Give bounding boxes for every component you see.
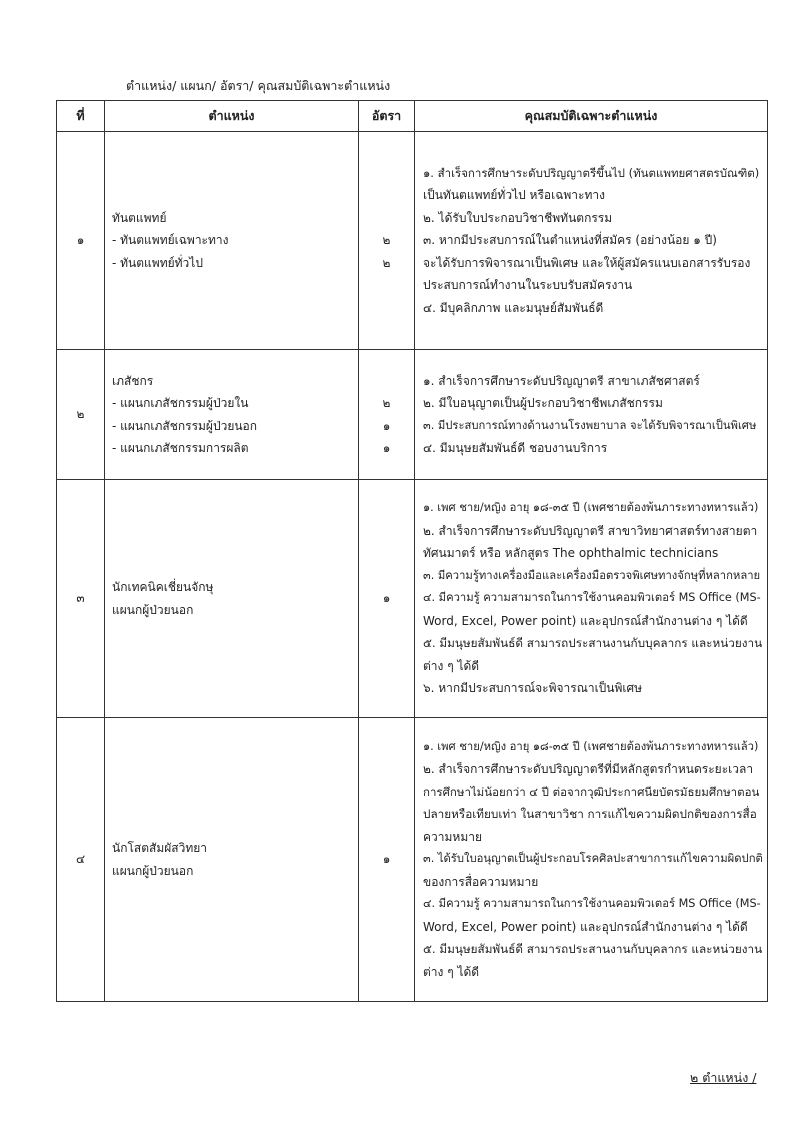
header-no: ที่: [57, 101, 105, 132]
qualification-line: ๓. มีความรู้ทางเครื่องมือและเครื่องมือตรวจพิเศษทางจักษุที่หลากหลาย: [423, 568, 761, 582]
qualification-line: ๓. มีประสบการณ์ทางด้านงานโรงพยาบาล จะได้รับพิจารณาเป็นพิเศษ: [423, 418, 757, 432]
rate-line: ๒: [382, 396, 391, 410]
qualification-line: การศึกษาไม่น้อยกว่า ๔ ปี ต่อจากวุฒิประกาศนียบัตรมัธยมศึกษาตอน: [423, 784, 760, 799]
rate-line: ๑: [382, 591, 391, 606]
position-cell: [105, 718, 359, 1002]
position-line: - ทันตแพทย์เฉพาะทาง: [112, 233, 229, 248]
table-row: [57, 350, 768, 480]
position-line: นักเทคนิคเชี่ยนจักษุ: [112, 580, 214, 594]
qualification-line: ๑. สำเร็จการศึกษาระดับปริญญาตรี สาขาเภสัชศาสตร์: [423, 373, 700, 388]
rate-line: ๒: [382, 255, 391, 270]
qualification-line: ๑. เพศ ชาย/หญิง อายุ ๑๘-๓๕ ปี (เพศชายต้องพ้นภาระทางทหารแล้ว): [423, 739, 759, 753]
row-number: ๓: [57, 480, 105, 718]
qualification-line: ของการสื่อความหมาย: [423, 874, 539, 889]
qualification-line: ต่าง ๆ ได้ดี: [423, 658, 480, 673]
table-header-row: [57, 101, 768, 132]
qualification-line: เป็นทันตแพทย์ทั่วไป หรือเฉพาะทาง: [423, 188, 605, 203]
rate-line: ๑: [382, 441, 391, 455]
page-heading: ตำแหน่ง/ แผนก/ อัตรา/ คุณสมบัติเฉพาะตำแหน่ง: [126, 78, 391, 93]
position-line: แผนกผู้ป่วยนอก: [112, 863, 194, 878]
position-line: - ทันตแพทย์ทั่วไป: [112, 255, 203, 270]
position-line: - แผนกเภสัชกรรมผู้ป่วยนอก: [112, 418, 258, 433]
qualification-line: ๑. เพศ ชาย/หญิง อายุ ๑๘-๓๕ ปี (เพศชายต้องพ้นภาระทางทหารแล้ว): [423, 501, 759, 515]
qualification-line: ประสบการณ์ทำงานในระบบรับสมัครงาน: [423, 278, 633, 293]
rate-cell: [359, 480, 415, 718]
qualification-line: ๒. สำเร็จการศึกษาระดับปริญญาตรี สาขาวิทยาศาสตร์ทางสายตา: [423, 523, 758, 538]
header-rate: อัตรา: [359, 101, 415, 132]
rate-line: [359, 370, 414, 393]
rate-line: ๒: [382, 233, 391, 248]
qualifications-cell: [415, 132, 768, 350]
qualification-line: ๓. ได้รับใบอนุญาตเป็นผู้ประกอบโรคศิลปะสาขาการแก้ไขความผิดปกติ: [423, 852, 763, 866]
qualification-line: ทัศนมาตร์ หรือ หลักสูตร The ophthalmic technicians: [423, 546, 719, 561]
position-line: ทันตแพทย์: [112, 210, 167, 225]
qualification-line: ต่าง ๆ ได้ดี: [423, 964, 480, 979]
page-footer: ๒ ตำแหน่ง /: [690, 1070, 757, 1085]
position-cell: [105, 132, 359, 350]
qualification-line: ๔. มีความรู้ ความสามารถในการใช้งานคอมพิวเตอร์ MS Office (MS-: [423, 591, 761, 605]
table-row: [57, 718, 768, 1002]
table-row: [57, 132, 768, 350]
qualifications-cell: [415, 350, 768, 480]
qualification-line: ปลายหรือเทียบเท่า ในสาขาวิชา การแก้ไขความผิดปกติของการสื่อ: [423, 807, 757, 822]
qualification-line: ๔. มีความรู้ ความสามารถในการใช้งานคอมพิวเตอร์ MS Office (MS-: [423, 897, 761, 911]
qualification-line: ๔. มีบุคลิกภาพ และมนุษย์สัมพันธ์ดี: [423, 300, 604, 315]
qualification-line: ความหมาย: [423, 829, 483, 844]
rate-line: ๑: [382, 852, 391, 867]
qualification-line: ๕. มีมนุษยสัมพันธ์ดี สามารถประสานงานกับบุคลากร และหน่วยงาน: [423, 942, 763, 957]
position-cell: [105, 480, 359, 718]
position-line: - แผนกเภสัชกรรมผู้ป่วยใน: [112, 396, 249, 410]
qualification-line: ๒. มีใบอนุญาตเป็นผู้ประกอบวิชาชีพเภสัชกรรม: [423, 396, 663, 410]
qualification-line: ๑. สำเร็จการศึกษาระดับปริญญาตรีขึ้นไป (ทันตแพทยศาสตรบัณฑิต): [423, 165, 760, 180]
rate-cell: [359, 132, 415, 350]
qualifications-cell: [415, 480, 768, 718]
position-line: นักโสตสัมผัสวิทยา: [112, 841, 208, 855]
table-row: [57, 480, 768, 718]
row-number: ๒: [57, 350, 105, 480]
qualification-line: จะได้รับการพิจารณาเป็นพิเศษ และให้ผู้สมัครแนบเอกสารรับรอง: [423, 255, 751, 270]
qualifications-cell: [415, 718, 768, 1002]
qualification-line: ๓. หากมีประสบการณ์ในตำแหน่งที่สมัคร (อย่างน้อย ๑ ปี): [423, 233, 717, 248]
position-line: - แผนกเภสัชกรรมการผลิต: [112, 441, 249, 455]
qualification-line: ๖. หากมีประสบการณ์จะพิจารณาเป็นพิเศษ: [423, 681, 643, 696]
row-number: ๑: [57, 132, 105, 350]
positions-table: [56, 100, 768, 1002]
header-qualifications: คุณสมบัติเฉพาะตำแหน่ง: [415, 101, 768, 132]
qualification-line: ๔. มีมนุษยสัมพันธ์ดี ชอบงานบริการ: [423, 441, 608, 455]
rate-line: ๑: [382, 418, 391, 433]
position-line: แผนกผู้ป่วยนอก: [112, 602, 194, 617]
rate-line: [359, 207, 414, 230]
row-number: ๔: [57, 718, 105, 1002]
qualification-line: ๒. สำเร็จการศึกษาระดับปริญญาตรีที่มีหลักสูตรกำหนดระยะเวลา: [423, 762, 754, 777]
header-position: ตำแหน่ง: [105, 101, 359, 132]
position-cell: [105, 350, 359, 480]
rate-cell: [359, 718, 415, 1002]
position-line: เภสัชกร: [112, 373, 154, 388]
qualification-line: ๒. ได้รับใบประกอบวิชาชีพทันตกรรม: [423, 210, 613, 225]
rate-cell: [359, 350, 415, 480]
qualification-line: Word, Excel, Power point) และอุปกรณ์สำนักงานต่าง ๆ ได้ดี: [423, 613, 748, 628]
qualification-line: ๕. มีมนุษยสัมพันธ์ดี สามารถประสานงานกับบุคลากร และหน่วยงาน: [423, 636, 763, 651]
qualification-line: Word, Excel, Power point) และอุปกรณ์สำนักงานต่าง ๆ ได้ดี: [423, 919, 748, 934]
